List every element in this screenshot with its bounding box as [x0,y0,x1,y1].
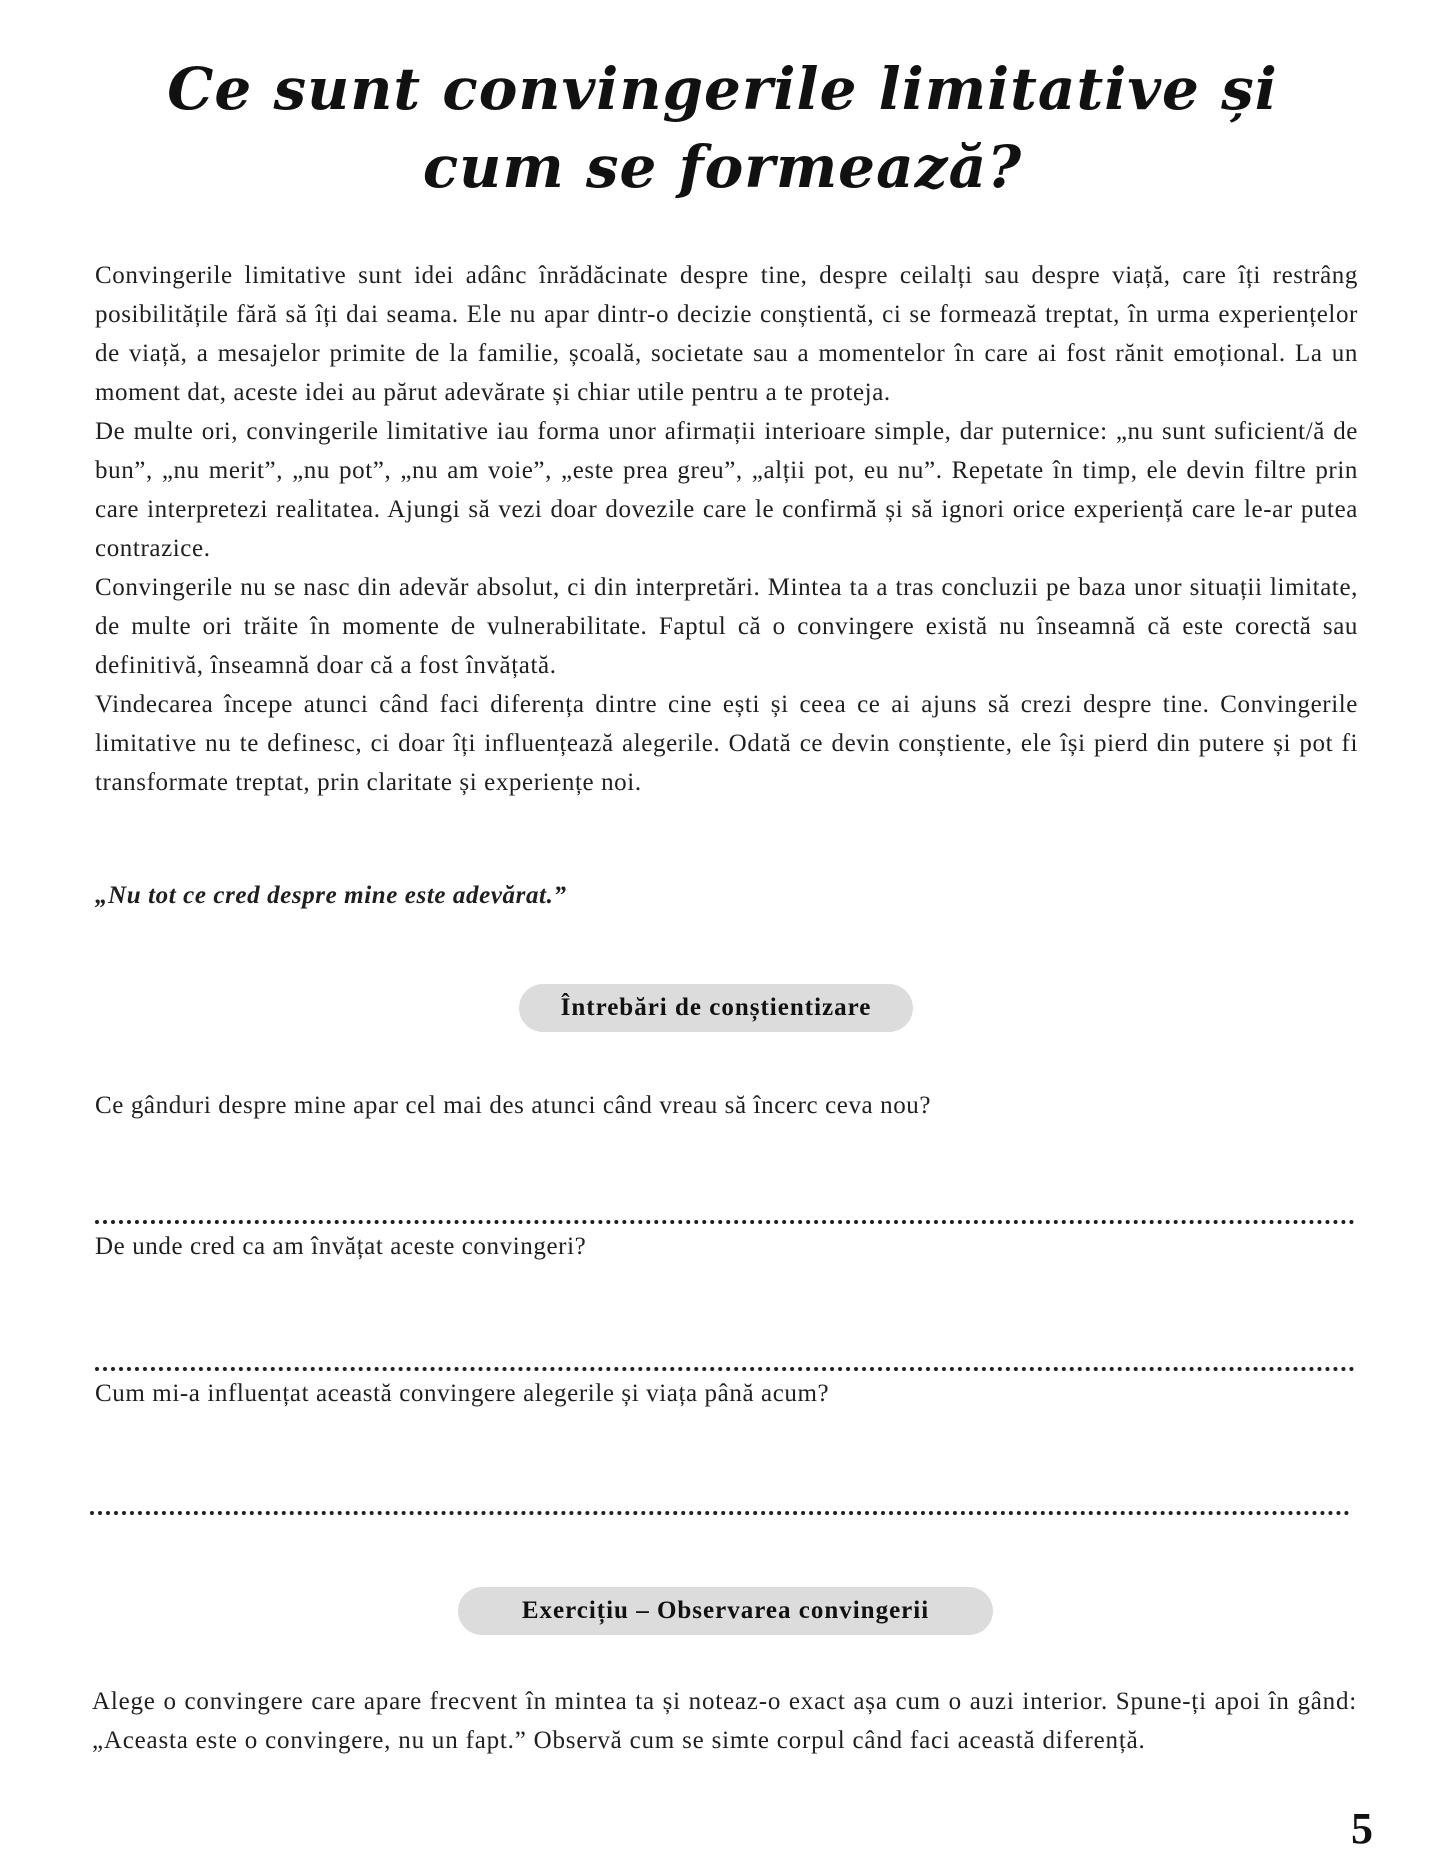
question-3: Cum mi-a influențat această convingere alegerile și viața până acum? [95,1380,830,1407]
answer-line-1[interactable] [95,1220,1355,1224]
answer-line-2[interactable] [95,1367,1355,1371]
question-1: Ce gânduri despre mine apar cel mai des atunci când vreau să încerc ceva nou? [95,1092,932,1119]
intro-paragraph: Convingerile nu se nasc din adevăr absolut, ci din interpretări. Mintea ta a tras concluzii pe baza unor situații limitate, de multe ori trăite în momente de vulnerabilitate. Faptul că o convingere există nu înseamnă că este corectă sau definitivă, înseamnă doar că a fost învățată. [95,574,1358,679]
question-2: De unde cred ca am învățat aceste convingeri? [95,1233,587,1260]
page-number: 5 [1351,1804,1373,1853]
quote: „Nu tot ce cred despre mine este adevărat.” [95,882,567,909]
intro-body [95,256,1358,802]
exercise-heading: Exercițiu – Observarea convingerii [458,1587,993,1635]
exercise-text: Alege o convingere care apare frecvent în mintea ta și noteaz-o exact așa cum o auzi interior. Spune-ți apoi în gând: „Aceasta este o convingere, nu un fapt.” Observă cum se simte corpul când faci această diferență. [92,1688,1357,1754]
awareness-heading: Întrebări de conștientizare [519,984,913,1032]
intro-paragraph: Convingerile limitative sunt idei adânc înrădăcinate despre tine, despre ceilalți sau despre viață, care îți restrâng posibilitățile fără să îți dai seama. Ele nu apar dintr-o decizie conștientă, ci se formează treptat, în urma experiențelor de viață, a mesajelor primite de la familie, școală, societate sau a momentelor în care ai fost rănit emoțional. La un moment dat, aceste idei au părut adevărate și chiar utile pentru a te proteja. [95,262,1358,406]
intro-paragraph: Vindecarea începe atunci când faci diferența dintre cine ești și ceea ce ai ajuns să crezi despre tine. Convingerile limitative nu te definesc, ci doar îți influențează alegerile. Odată ce devin conștiente, ele își pierd din putere și pot fi transformate treptat, prin claritate și experiențe noi. [95,691,1358,796]
intro-paragraph: De multe ori, convingerile limitative iau forma unor afirmații interioare simple, dar puternice: „nu sunt suficient/ă de bun”, „nu merit”, „nu pot”, „nu am voie”, „este prea greu”, „alții pot, eu nu”. Repetate în timp, ele devin filtre prin care interpretezi realitatea. Ajungi să vezi doar dovezile care le confirmă și să ignori orice experiență care le-ar putea contrazice. [95,418,1358,562]
answer-line-3[interactable] [90,1511,1350,1515]
page-title: Ce sunt convingerile limitative și cum se formează? [167,55,1278,201]
